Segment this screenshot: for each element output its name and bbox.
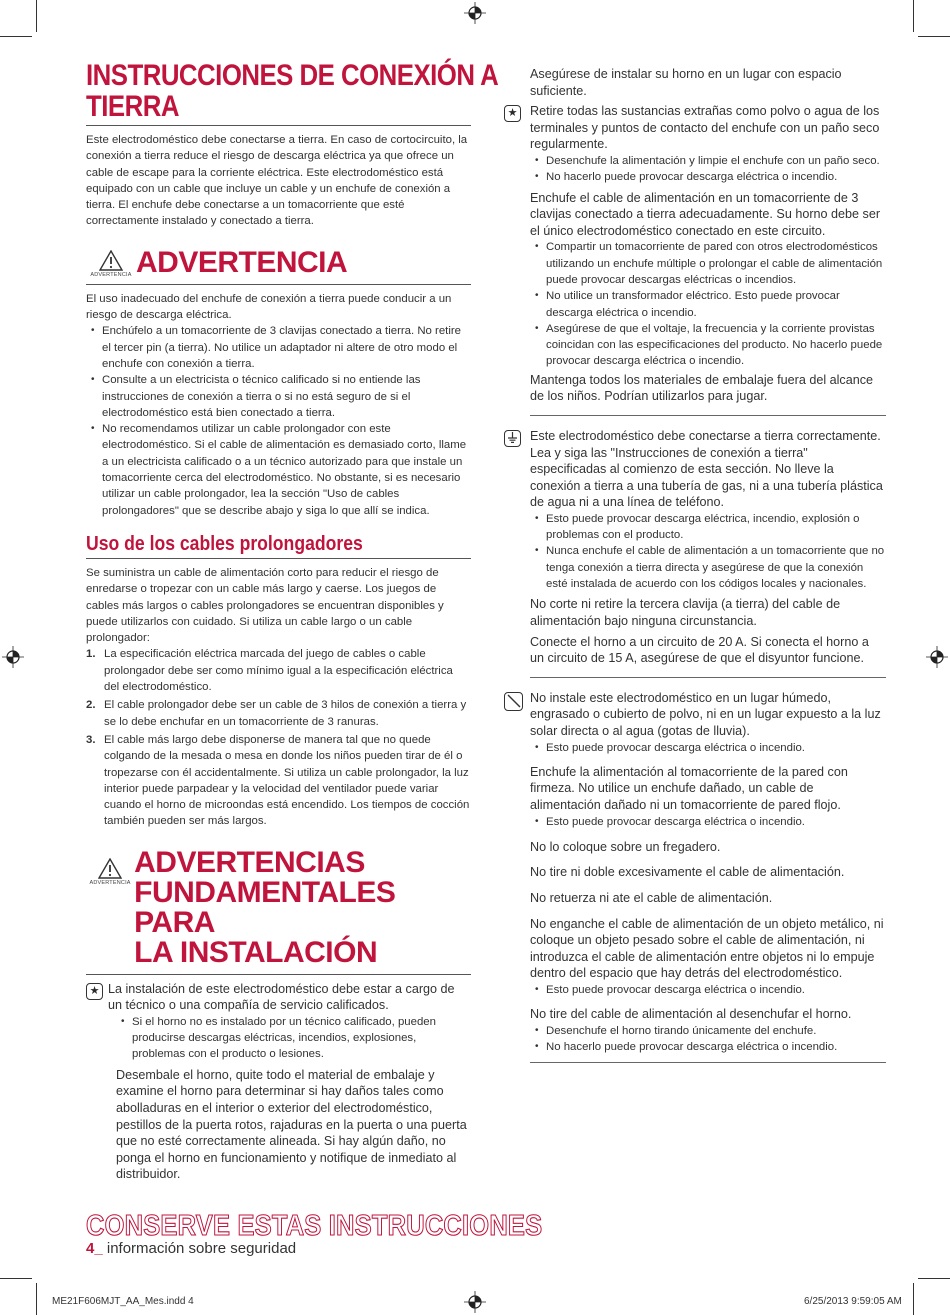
warning-triangle-icon	[86, 858, 134, 886]
third-prong-paragraph: No corte ni retire la tercera clavija (a tierra) del cable de alimentación bajo ninguna circunstancia.	[530, 597, 841, 628]
section-divider	[530, 1062, 886, 1063]
fundamental-title-line: LA INSTALACIÓN	[134, 935, 378, 969]
item-text: El cable más largo debe disponerse de manera tal que no quede colgando de la mesada o mesa en donde los niños pueden tirar de él o tropezarse con él accidentalmente. Si utiliza un cable prolongador, la luz interior puede parpadear y la velocidad del ventilador puede variar cuando el horno de microondas está encendido. Los tiempos de cocción también pueden ser más largos.	[104, 733, 470, 828]
extension-item	[86, 732, 471, 830]
clean-plug-note	[502, 103, 886, 153]
bend-paragraph: No tire ni doble excesivamente el cable de alimentación.	[530, 865, 845, 880]
metal-object-bullet: • Esto puede provocar descarga eléctrica o incendio.	[530, 982, 886, 998]
humid-bullet: • Esto puede provocar descarga eléctrica o incendio.	[530, 740, 886, 756]
page-footer	[86, 1240, 296, 1257]
pull-cord-bullet: • No hacerlo puede provocar descarga eléctrica o incendio.	[530, 1039, 886, 1055]
crop-mark	[918, 1278, 950, 1279]
crop-mark	[913, 1283, 914, 1315]
firm-plug-bullet: • Esto puede provocar descarga eléctrica o incendio.	[530, 814, 886, 830]
title-rule	[86, 125, 471, 126]
outlet-bullet: • Compartir un tomacorriente de pared con otros electrodomésticos utilizando un enchufe múltiple o prolongar el cable de alimentación puede provocar descargas eléctricas o incendios.	[530, 239, 886, 288]
print-slug-date: 6/25/2013 9:59:05 AM	[804, 1296, 902, 1307]
extension-intro: Se suministra un cable de alimentación corto para reducir el riesgo de enredarse o tropezar con un cable más largo y caerse. Los juegos de cables más largos o cables prolongadores se encuentran disponibles y puede utilizarlos con cuidado. Si utiliza un cable largo o un cable prolongador:	[86, 566, 444, 645]
qualified-technician-text: La instalación de este electrodoméstico debe estar a cargo de un técnico o una compañía de servicio calificados.	[108, 981, 455, 1013]
section-divider	[530, 415, 886, 416]
page-section-label: información sobre seguridad	[102, 1240, 297, 1257]
crop-mark	[36, 1283, 37, 1315]
right-column	[507, 66, 886, 1075]
item-number: 1.	[86, 648, 96, 661]
pull-cord-paragraph: No tire del cable de alimentación al desenchufar el horno.	[530, 1007, 852, 1022]
item-text: La especificación eléctrica marcada del juego de cables o cable prolongador debe ser como mínimo igual a la especificación eléctrica del electrodoméstico.	[104, 648, 453, 694]
fundamental-warnings-heading	[86, 845, 471, 969]
warning-bullet: • No recomendamos utilizar un cable prolongador con este electrodoméstico. Si el cable de alimentación es demasiado corto, llame a un electricista calificado o a un técnico autorizado para que instale un tomacorriente cerca del electrodoméstico. No obstante, si es necesario utilizar un cable prolongador, lea la sección "Uso de cables prolongadores" que se describe abajo y siga lo que allí se indica.	[86, 421, 471, 519]
registration-mark-icon	[464, 2, 486, 24]
warning-icon-label: ADVERTENCIA	[90, 271, 132, 278]
fundamental-title-line: ADVERTENCIAS	[134, 845, 365, 879]
humid-location-text: No instale este electrodoméstico en un lugar húmedo, engrasado o cubierto de polvo, ni en un lugar expuesto a la luz solar directa o al agua (gotas de lluvia).	[530, 690, 881, 738]
conserve-instructions-banner: CONSERVE ESTAS INSTRUCCIONES	[86, 1210, 543, 1242]
print-slug-file: ME21F606MJT_AA_Mes.indd 4	[52, 1296, 194, 1307]
twist-paragraph: No retuerza ni ate el cable de alimentación.	[530, 891, 773, 906]
sink-paragraph: No lo coloque sobre un fregadero.	[530, 839, 721, 854]
fundamental-title-line: FUNDAMENTALES PARA	[134, 875, 396, 939]
clean-plug-bullet: • Desenchufe la alimentación y limpie el enchufe con un paño seco.	[530, 153, 886, 169]
qualified-technician-note	[86, 981, 471, 1183]
warning-triangle-icon	[86, 250, 136, 278]
extension-cords-title: Uso de los cables prolongadores	[86, 532, 363, 555]
clean-plug-bullet: • No hacerlo puede provocar descarga eléctrica o incendio.	[530, 169, 886, 185]
registration-mark-icon	[926, 646, 948, 668]
registration-mark-icon	[2, 646, 24, 668]
crop-mark	[918, 36, 950, 37]
star-notice-icon: ★	[504, 105, 521, 122]
clean-plug-text: Retire todas las sustancias extrañas como polvo o agua de los terminales y puntos de contacto del enchufe con un paño seco regularmente.	[530, 104, 880, 152]
metal-object-paragraph: No enganche el cable de alimentación de un objeto metálico, ni coloque un objeto pesado sobre el cable de alimentación, ni introduzca el cable de alimentación entre objetos ni lo empuje dentro del espacio que hay detrás del electrodoméstico.	[530, 916, 884, 981]
ground-bullet: • Nunca enchufe el cable de alimentación a un tomacorriente que no tenga conexión a tierra directa y asegúrese de que la conexión esté instalada de acuerdo con los códigos locales y nacionales.	[530, 543, 886, 592]
extension-item	[86, 646, 471, 695]
outlet-bullet: • Asegúrese de que el voltaje, la frecuencia y la corriente provistas coincidan con las especificaciones del producto. No hacerlo puede provocar descarga eléctrica o incendio.	[530, 321, 886, 370]
packaging-paragraph: Mantenga todos los materiales de embalaje fuera del alcance de los niños. Podrían utilizarlos para jugar.	[530, 372, 874, 404]
crop-mark	[0, 1278, 32, 1279]
fundamental-title	[134, 845, 471, 969]
page-number: 4_	[86, 1240, 103, 1257]
space-note: Asegúrese de instalar su horno en un lugar con espacio suficiente.	[530, 67, 842, 98]
unpack-paragraph: Desembale el horno, quite todo el material de embalaje y examine el horno para determinar si hay daños tales como abolladuras en el interior o exterior del electrodoméstico, pestillos de la puerta rotos, rajaduras en la puerta o una puerta que no esté correctamente alineada. Si hay algún daño, no ponga el horno en funcionamiento y notifique de inmediato al distribuidor.	[116, 1067, 467, 1182]
item-text: El cable prolongador debe ser un cable de 3 hilos de conexión a tierra y se lo debe enchufar en un tomacorriente de 3 ranuras.	[104, 699, 467, 728]
star-notice-icon: ★	[86, 983, 103, 1000]
extension-item	[86, 697, 471, 730]
warning-bullet: • Consulte a un electricista o técnico calificado si no entiende las instrucciones de conexión a tierra o si no está seguro de si el electrodoméstico está bien conectado a tierra.	[86, 372, 471, 421]
ground-symbol-icon	[504, 430, 521, 447]
item-number: 3.	[86, 733, 96, 746]
outlet-bullet: • No utilice un transformador eléctrico. Esto puede provocar descarga eléctrica o incendio.	[530, 288, 886, 321]
warning-rule	[86, 284, 471, 285]
registration-mark-icon	[464, 1291, 486, 1313]
pull-cord-bullet: • Desenchufe el horno tirando únicamente del enchufe.	[530, 1023, 886, 1039]
crop-mark	[0, 36, 32, 37]
ground-note	[502, 428, 886, 511]
warning-heading	[86, 245, 471, 279]
prohibited-note	[502, 690, 886, 740]
section-title-grounding-line1: INSTRUCCIONES DE CONEXIÓN A	[86, 59, 499, 92]
outlet-paragraph: Enchufe el cable de alimentación en un tomacorriente de 3 clavijas conectado a tierra adecuadamente. Su horno debe ser el único electrodoméstico conectado en este circuito.	[530, 190, 881, 238]
warning-bullet: • Enchúfelo a un tomacorriente de 3 clavijas conectado a tierra. No retire el tercer pin (a tierra). No utilice un adaptador ni altere de otro modo el enchufe con conexión a tierra.	[86, 323, 471, 372]
prohibited-icon	[504, 692, 523, 711]
item-number: 2.	[86, 699, 96, 712]
grounding-intro: Este electrodoméstico debe conectarse a tierra. En caso de cortocircuito, la conexión a tierra reduce el riesgo de descarga eléctrica ya que ofrece un cable de escape para la corriente eléctrica. Este electrodoméstico está equipado con un cable que incluye un cable y un enchufe de conexión a tierra. El enchufe debe conectarse a un tomacorriente que esté correctamente instalado y conectado a tierra.	[86, 134, 468, 228]
section-divider	[530, 677, 886, 678]
warning-text: El uso inadecuado del enchufe de conexión a tierra puede conducir a un riesgo de descarga eléctrica.	[86, 292, 452, 322]
circuit-paragraph: Conecte el horno a un circuito de 20 A. Si conecta el horno a un circuito de 15 A, asegúrese de que el disyuntor funcione.	[530, 634, 869, 666]
extension-rule	[86, 558, 471, 559]
warning-icon-label: ADVERTENCIA	[89, 879, 131, 886]
firm-plug-paragraph: Enchufe la alimentación al tomacorriente de la pared con firmeza. No utilice un enchufe dañado, un cable de alimentación dañado ni un tomacorriente de pared flojo.	[530, 764, 848, 812]
crop-mark	[913, 0, 914, 32]
ground-text: Este electrodoméstico debe conectarse a tierra correctamente. Lea y siga las "Instrucciones de conexión a tierra" especificadas al comienzo de esta sección. No lleve la conexión a tierra a una tubería de gas, ni a una tubería plástica de agua ni a una línea de teléfono.	[530, 428, 883, 510]
fundamental-rule	[86, 974, 471, 975]
warning-title: ADVERTENCIA	[136, 245, 348, 279]
ground-bullet: • Esto puede provocar descarga eléctrica, incendio, explosión o problemas con el producto.	[530, 511, 886, 544]
crop-mark	[36, 0, 37, 32]
technician-bullet: • Si el horno no es instalado por un técnico calificado, pueden producirse descargas eléctricas, incendios, explosiones, problemas con el producto o lesiones.	[116, 1014, 471, 1063]
left-column	[86, 59, 499, 1183]
section-title-grounding-line2: TIERRA	[86, 90, 179, 123]
